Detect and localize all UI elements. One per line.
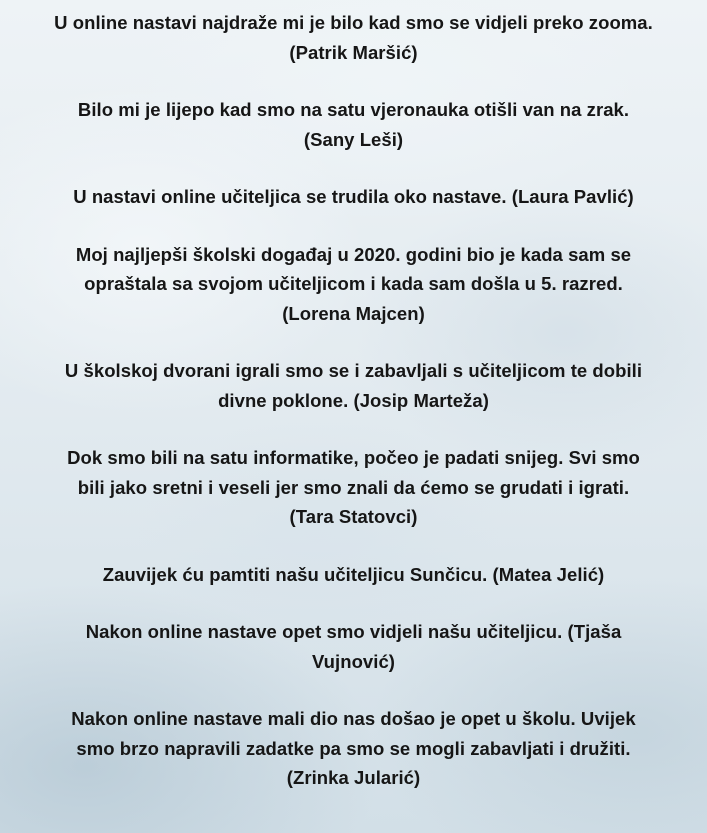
quote-sany-lesi [6,95,701,154]
quote-line: Dok smo bili na satu informatike, počeo je padati snijeg. Svi smo [67,447,640,468]
quote-line: U školskoj dvorani igrali smo se i zabavljali s učiteljicom te dobili [64,360,643,381]
quote-line: smo brzo napravili zadatke pa smo se mogli zabavljati i družiti. [76,737,631,759]
quote-tara-statovci [6,443,701,532]
quote-line: divne poklone. (Josip Marteža) [218,389,489,411]
quote-line: Bilo mi je lijepo kad smo na satu vjeronauka otišli van na zrak. [77,99,630,120]
quote-line: bili jako sretni i veseli jer smo znali da ćemo se grudati i igrati. [77,476,630,498]
quote-line: opraštala sa svojom učiteljicom i kada sam došla u 5. razred. [84,273,623,294]
quote-line: U online nastavi najdraže mi je bilo kad smo se vidjeli preko zooma. [54,12,653,33]
quote-author: (Tara Statovci) [289,506,418,527]
quote-author: (Lorena Majcen) [282,302,425,324]
quote-author: (Sany Leši) [303,128,404,150]
quote-laura-pavlic [6,182,701,212]
quote-line: Nakon online nastave mali dio nas došao je opet u školu. Uvijek [71,708,636,729]
quote-line: U nastavi online učiteljica se trudila oko nastave. (Laura Pavlić) [73,186,634,207]
quote-author: (Zrinka Jularić) [286,767,421,788]
quote-patrik-marsic [6,8,701,67]
quote-tjasa-vujnovic [6,617,701,676]
quote-lorena-majcen [6,240,701,329]
quote-line: Zauvijek ću pamtiti našu učiteljicu Sunčicu. (Matea Jelić) [102,563,605,585]
quote-line: Moj najljepši školski događaj u 2020. godini bio je kada sam se [75,243,632,265]
quote-matea-jelic [6,560,701,590]
quote-author: Vujnović) [311,650,396,672]
quote-josip-marteza [6,356,701,415]
quote-zrinka-jularic [6,704,701,793]
quote-line: Nakon online nastave opet smo vidjeli našu učiteljicu. (Tjaša [85,621,622,642]
quote-author: (Patrik Maršić) [289,41,418,63]
